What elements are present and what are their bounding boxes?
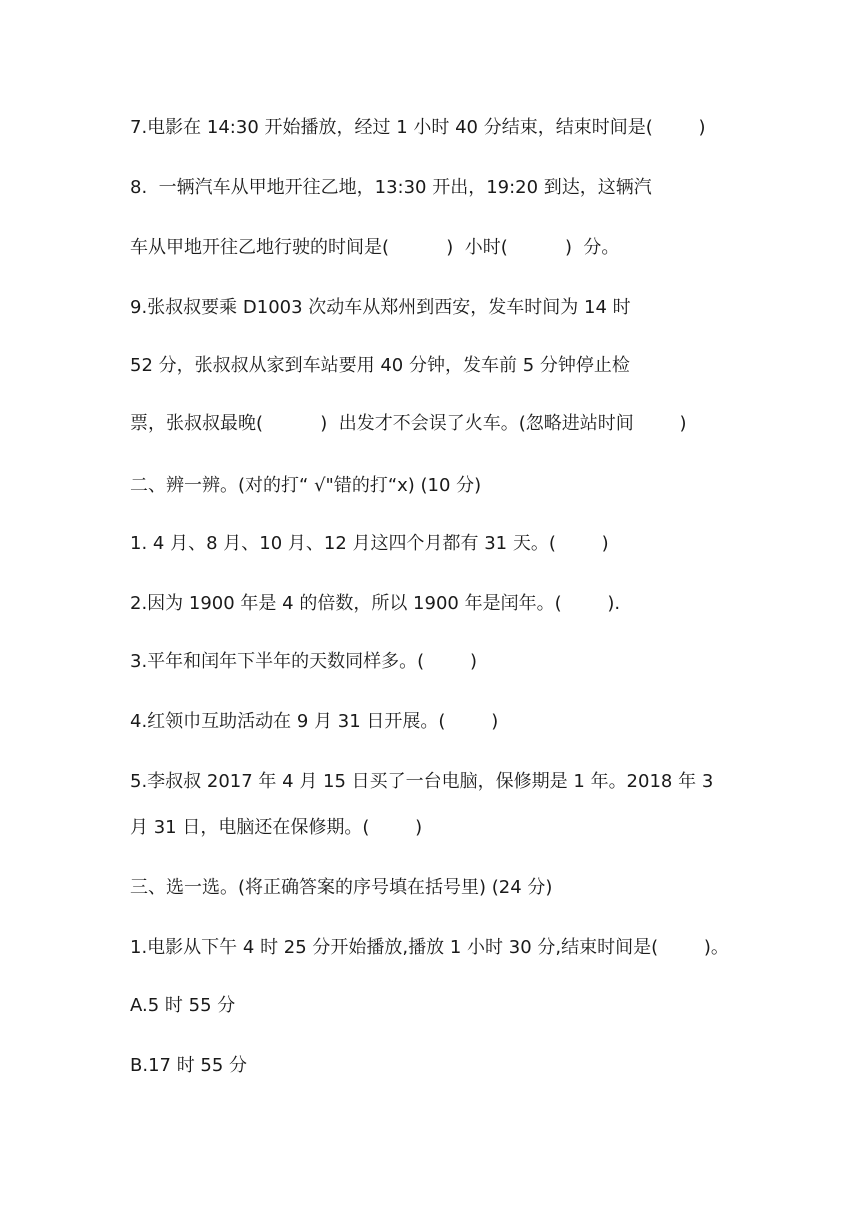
section-2-heading: 二、辨一辨。(对的打“ √"错的打“x) (10 分) <box>130 475 482 496</box>
question-9-line-1: 9.张叔叔要乘 D1003 次动车从郑州到西安，发车时间为 14 时 <box>130 297 631 318</box>
section-3-heading: 三、选一选。(将正确答案的序号填在括号里) (24 分) <box>130 877 553 898</box>
question-9-line-2: 52 分，张叔叔从家到车站要用 40 分钟，发车前 5 分钟停止检 <box>130 355 630 376</box>
question-8-line-1: 8. 一辆汽车从甲地开往乙地，13:30 开出，19:20 到达，这辆汽 <box>130 177 652 198</box>
choice-option-b: B.17 时 55 分 <box>130 1055 248 1076</box>
judge-question-2: 2.因为 1900 年是 4 的倍数，所以 1900 年是闰年。( ). <box>130 593 621 614</box>
choice-option-a: A.5 时 55 分 <box>130 995 236 1016</box>
judge-question-5-line-1: 5.李叔叔 2017 年 4 月 15 日买了一台电脑，保修期是 1 年。2018 年 3 <box>130 771 714 792</box>
choice-question-1: 1.电影从下午 4 时 25 分开始播放,播放 1 小时 30 分,结束时间是( )。 <box>130 937 729 958</box>
judge-question-1: 1. 4 月、8 月、10 月、12 月这四个月都有 31 天。( ) <box>130 533 609 554</box>
judge-question-5-line-2: 月 31 日，电脑还在保修期。( ) <box>130 817 423 838</box>
question-7: 7.电影在 14:30 开始播放，经过 1 小时 40 分结束，结束时间是( ) <box>130 117 706 138</box>
question-9-line-3: 票，张叔叔最晚( ) 出发才不会误了火车。(忽略进站时间 ) <box>130 413 687 434</box>
question-8-line-2: 车从甲地开往乙地行驶的时间是( ) 小时( ) 分。 <box>130 237 620 258</box>
judge-question-4: 4.红领巾互助活动在 9 月 31 日开展。( ) <box>130 711 499 732</box>
judge-question-3: 3.平年和闰年下半年的天数同样多。( ) <box>130 651 477 672</box>
